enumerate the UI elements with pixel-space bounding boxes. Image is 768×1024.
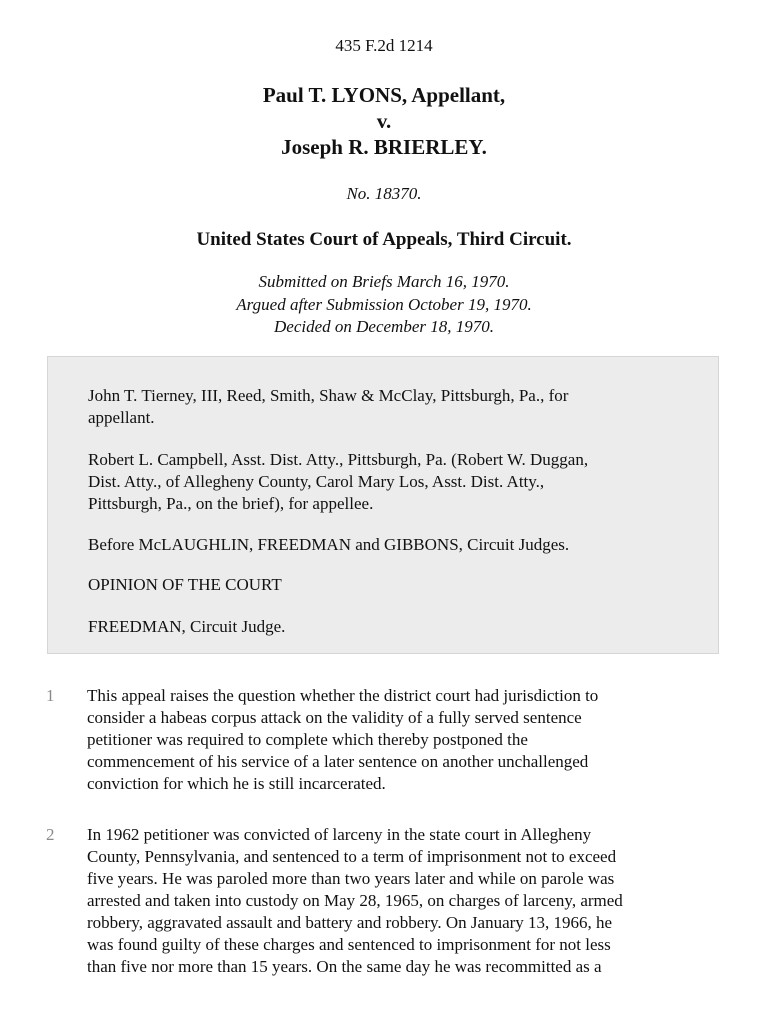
- argued-date: Argued after Submission October 19, 1970.: [236, 294, 532, 314]
- paragraph-number: 2: [46, 825, 55, 844]
- appellee-counsel: Robert L. Campbell, Asst. Dist. Atty., Pittsburgh, Pa. (Robert W. Duggan, Dist. Atty., of Allegheny County, Carol Mary Los, Asst. Dist. Atty., Pittsburgh, Pa., on the brief), for appellee.: [88, 450, 589, 513]
- decided-date: Decided on December 18, 1970.: [274, 317, 494, 336]
- counsel-panel: [47, 356, 719, 654]
- appellant-counsel: John T. Tierney, III, Reed, Smith, Shaw & McClay, Pittsburgh, Pa., for appellant.: [88, 386, 569, 427]
- paragraph-text: This appeal raises the question whether the district court had jurisdiction to consider a habeas corpus attack on the validity of a fully served sentence petitioner was required to complete which thereby postponed the commencement of his service of a later sentence on another unchallenged conviction for which he is still incarcerated.: [87, 686, 599, 793]
- paragraph-text: In 1962 petitioner was convicted of larceny in the state court in Allegheny County, Pennsylvania, and sentenced to a term of imprisonment not to exceed five years. He was paroled more than two years later and while on parole was arrested and taken into custody on May 28, 1965, on charges of larceny, armed robbery, aggravated assault and battery and robbery. On January 13, 1966, he was found guilty of these charges and sentenced to imprisonment for not less than five nor more than 15 years. On the same day he was recommitted as a: [87, 825, 623, 976]
- opinion-heading: OPINION OF THE COURT: [88, 575, 282, 594]
- case-dates: [0, 271, 768, 339]
- paragraph-number: 1: [46, 686, 55, 705]
- submitted-date: Submitted on Briefs March 16, 1970.: [258, 272, 510, 291]
- case-citation: 435 F.2d 1214: [335, 36, 433, 55]
- docket-number: No. 18370.: [346, 184, 422, 203]
- appellant-name: Paul T. LYONS, Appellant,: [262, 83, 506, 107]
- versus-label: v.: [376, 109, 392, 133]
- case-caption: [0, 82, 768, 160]
- court-name: United States Court of Appeals, Third Circuit.: [196, 229, 572, 250]
- appellee-name: Joseph R. BRIERLEY.: [281, 135, 487, 159]
- judges-panel: Before McLAUGHLIN, FREEDMAN and GIBBONS, Circuit Judges.: [88, 535, 570, 554]
- opinion-author: FREEDMAN, Circuit Judge.: [88, 617, 286, 636]
